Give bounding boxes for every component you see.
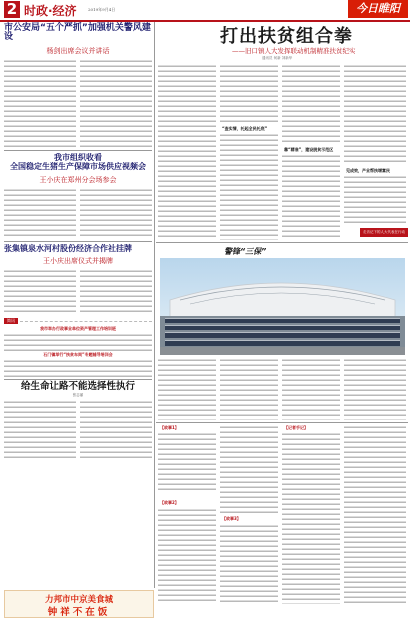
story2-headline-1: 我市组织收看 xyxy=(54,152,102,162)
bottom-text-col4 xyxy=(344,425,406,604)
side-tag: 走访记下的人大代表在行动 xyxy=(360,228,408,237)
brief-tag: 简讯 xyxy=(4,318,18,324)
ad-line-2: 钟祥不在饭 xyxy=(47,607,111,618)
photo-text-col1 xyxy=(158,358,216,420)
commentary-text-col1 xyxy=(4,400,76,460)
column-divider xyxy=(154,22,155,588)
commentary-text-col2 xyxy=(80,400,152,460)
photo-top-rule xyxy=(156,242,408,243)
brief2-text xyxy=(4,359,152,377)
story1-text-col1 xyxy=(4,59,76,147)
main-text-col4b xyxy=(344,175,406,225)
bottom-text-col1b xyxy=(158,508,216,604)
story1-label: 【故事1】 xyxy=(160,425,179,430)
brief1-title: 我市举办行政事业单位资产管理工作培训班 xyxy=(40,326,116,332)
main-headline: 打出扶贫组合拳 xyxy=(220,26,353,47)
photo-text-col4 xyxy=(344,358,406,420)
photo-text-col3 xyxy=(282,358,340,420)
parade-photo-image xyxy=(160,258,405,355)
main-text-col3a xyxy=(282,64,340,144)
bottom-text-col3 xyxy=(282,432,340,604)
police-parade-photo xyxy=(160,258,405,355)
brief2-title: 石门镇举行“扶贫车间”专题辅导培训会 xyxy=(43,352,113,358)
story3-subhead: 王小庆出席仪式并揭牌 xyxy=(43,257,113,266)
story2-text-col2 xyxy=(80,188,152,238)
issue-date: 2019年9月4日 xyxy=(88,7,116,12)
commentary-headline: 给生命让路不能选择性执行 xyxy=(20,381,135,393)
story2-headline-2: 全国稳定生猪生产保障市场供应视频会 xyxy=(10,162,146,172)
commentary-author: 张志丽 xyxy=(72,393,84,398)
main-text-col1 xyxy=(158,64,216,240)
story1-subhead: 杨剑出席会议并讲话 xyxy=(46,46,110,55)
section-title: 时政·经济 xyxy=(24,4,77,18)
photo-title: 警锋“三保” xyxy=(224,247,267,256)
main-text-col2b xyxy=(220,133,278,240)
story3-text-col2 xyxy=(80,269,152,315)
main-text-col2a xyxy=(220,64,278,124)
ad-line-1: 力邦市中京美食城 xyxy=(44,595,113,605)
story2-text-col1 xyxy=(4,188,76,238)
bottom-text-col2b xyxy=(220,524,278,604)
main-text-col3b xyxy=(282,154,340,240)
reporter-notes-label: 【记者手记】 xyxy=(284,425,308,430)
bottom-rule xyxy=(156,422,408,423)
story3-headline: 张集镇泉水河村股份经济合作社挂牌 xyxy=(4,243,132,253)
newspaper-brand: 今日睢阳 xyxy=(348,0,408,18)
story1-text-col2 xyxy=(80,59,152,147)
main-subheadline: ——旧口镇人大发挥联动机制精准扶贫纪实 xyxy=(232,47,356,55)
page-number: 2 xyxy=(4,1,20,18)
story3-label: 【故事3】 xyxy=(222,516,241,521)
photo-text-col2 xyxy=(220,358,278,420)
bottom-text-col2 xyxy=(220,425,278,513)
main-subhead-3: 见成效，产业帮扶增富民 xyxy=(346,168,390,173)
main-subhead-2: 靠“精准”，建设脱贫示范区 xyxy=(284,147,334,152)
left-column xyxy=(4,22,152,618)
brief1-text xyxy=(4,333,152,351)
main-text-col4a xyxy=(344,64,406,164)
bottom-text-col1 xyxy=(158,432,216,492)
story2-label: 【故事2】 xyxy=(160,500,179,505)
masthead xyxy=(0,0,410,22)
advertisement-banner xyxy=(4,590,154,618)
story1-headline: 市公安局“五个严抓”加强机关警风建设 xyxy=(4,23,151,43)
story3-text-col1 xyxy=(4,269,76,315)
main-byline: 通讯员 何新 刘新华 xyxy=(262,56,293,60)
main-subhead-1: “查实情，托起全民托底” xyxy=(222,126,268,131)
story2-subhead: 王小庆在郑州分会场参会 xyxy=(39,175,117,184)
